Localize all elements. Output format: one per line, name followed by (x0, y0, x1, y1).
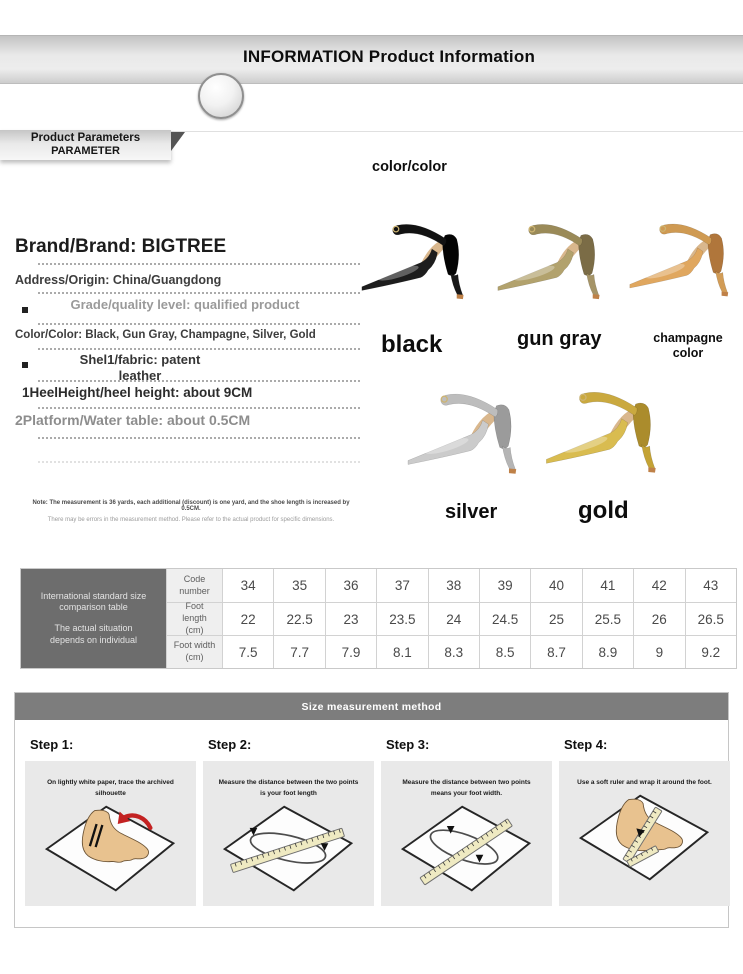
size-cell: 22.5 (273, 602, 324, 635)
size-cell: 9 (633, 635, 684, 668)
measurement-steps (25, 737, 730, 906)
size-cell: 23.5 (376, 602, 427, 635)
size-cell: 42 (633, 569, 684, 602)
size-cell: 24 (428, 602, 479, 635)
row-header-foot-length: Foot length (cm) (166, 602, 222, 635)
parameters-tab (0, 130, 171, 160)
step-4-card (559, 761, 730, 906)
shoe-label-black: black (381, 331, 443, 358)
step-2-description: Measure the distance between the two points is your foot length (218, 779, 359, 798)
step-3-description: Measure the distance between two points means your foot width. (402, 779, 531, 798)
step-1-card (25, 761, 196, 906)
step-4-title: Step 4: (564, 737, 608, 752)
shoe-label-silver: silver (445, 501, 498, 523)
size-cell: 25.5 (582, 602, 633, 635)
shoe-image-silver (406, 382, 538, 481)
heel-height-row: 1HeelHeight/heel height: about 9CM (22, 385, 253, 400)
platform-row: 2Platform/Water table: about 0.5CM (15, 412, 251, 428)
size-cell: 8.5 (479, 635, 530, 668)
size-cell: 7.9 (325, 635, 376, 668)
divider (38, 461, 360, 463)
size-cell: 7.7 (273, 635, 324, 668)
parameters-tab-label-sub: PARAMETER (51, 145, 120, 158)
divider (38, 292, 360, 294)
size-cell: 41 (582, 569, 633, 602)
step-2-title: Step 2: (208, 737, 252, 752)
size-table-caption (21, 569, 166, 668)
grade-row: Grade/quality level: qualified product (70, 297, 300, 312)
step-1-description: On lightly white paper, trace the archived silhouette (47, 779, 174, 798)
measurement-disclaimer: There may be errors in the measurement method. Please refer to the actual product for specific dimensions. (47, 517, 335, 523)
size-cell: 8.9 (582, 635, 633, 668)
size-cell: 24.5 (479, 602, 530, 635)
origin-row: Address/Origin: China/Guangdong (15, 273, 222, 287)
shoe-label-gold: gold (578, 497, 629, 524)
parameters-tab-label-en: Product Parameters (30, 132, 141, 145)
shoe-image-black (360, 213, 484, 306)
divider (38, 407, 360, 409)
step-1-illustration (36, 801, 186, 897)
size-cell: 9.2 (685, 635, 736, 668)
size-cell: 25 (530, 602, 581, 635)
bullet-square (22, 362, 28, 368)
divider (38, 437, 360, 439)
size-cell: 36 (325, 569, 376, 602)
size-cell: 26 (633, 602, 684, 635)
size-table-caption-line2: The actual situation depends on individual (49, 623, 138, 645)
size-cell: 40 (530, 569, 581, 602)
step-2-card (203, 761, 374, 906)
step-2-illustration (214, 801, 364, 897)
step-4 (559, 737, 730, 906)
step-3-illustration (392, 801, 542, 897)
tab-fold-triangle (171, 132, 185, 151)
brand-row: Brand/Brand: BIGTREE (15, 236, 227, 257)
step-3 (381, 737, 552, 906)
shoe-label-gun-gray: gun gray (517, 328, 602, 350)
step-1 (25, 737, 196, 906)
size-cell: 22 (222, 602, 273, 635)
size-cell: 8.1 (376, 635, 427, 668)
step-3-card (381, 761, 552, 906)
size-cell: 23 (325, 602, 376, 635)
color-section-title: color/color (372, 159, 447, 175)
measurement-section (14, 692, 729, 928)
page-title: INFORMATION Product Information (243, 47, 536, 66)
step-4-description: Use a soft ruler and wrap it around the foot. (577, 779, 712, 786)
size-cell: 26.5 (685, 602, 736, 635)
divider (38, 323, 360, 325)
header-sphere-icon (198, 73, 244, 119)
step-3-title: Step 3: (386, 737, 430, 752)
size-cell: 34 (222, 569, 273, 602)
step-2 (203, 737, 374, 906)
shoe-label-champagne: champagne color (653, 331, 723, 360)
shoe-image-gun-gray (496, 213, 620, 306)
step-4-illustration (570, 790, 720, 886)
shoe-image-gold (544, 380, 678, 480)
size-cell: 8.3 (428, 635, 479, 668)
size-cell: 8.7 (530, 635, 581, 668)
row-header-code: Code number (166, 569, 222, 602)
divider (38, 348, 360, 350)
measurement-section-title: Size measurement method (15, 693, 728, 720)
size-cell: 7.5 (222, 635, 273, 668)
shoe-image-champagne (628, 213, 743, 303)
step-1-title: Step 1: (30, 737, 74, 752)
size-cell: 35 (273, 569, 324, 602)
divider (38, 263, 360, 265)
size-table (20, 568, 737, 669)
size-cell: 43 (685, 569, 736, 602)
size-cell: 39 (479, 569, 530, 602)
fabric-row: Shel1/fabric: patent leather (79, 352, 201, 383)
size-cell: 38 (428, 569, 479, 602)
divider (38, 380, 360, 382)
color-row: Color/Color: Black, Gun Gray, Champagne, Silver, Gold (15, 329, 316, 341)
size-table-caption-line1: International standard size comparison table (40, 590, 147, 613)
bullet-square (22, 307, 28, 313)
size-cell: 37 (376, 569, 427, 602)
row-header-foot-width: Foot width (cm) (166, 635, 222, 668)
measurement-note: Note: The measurement is 36 yards, each additional (discount) is one yard, and the shoe length is increased by 0.5CM. (32, 500, 350, 512)
